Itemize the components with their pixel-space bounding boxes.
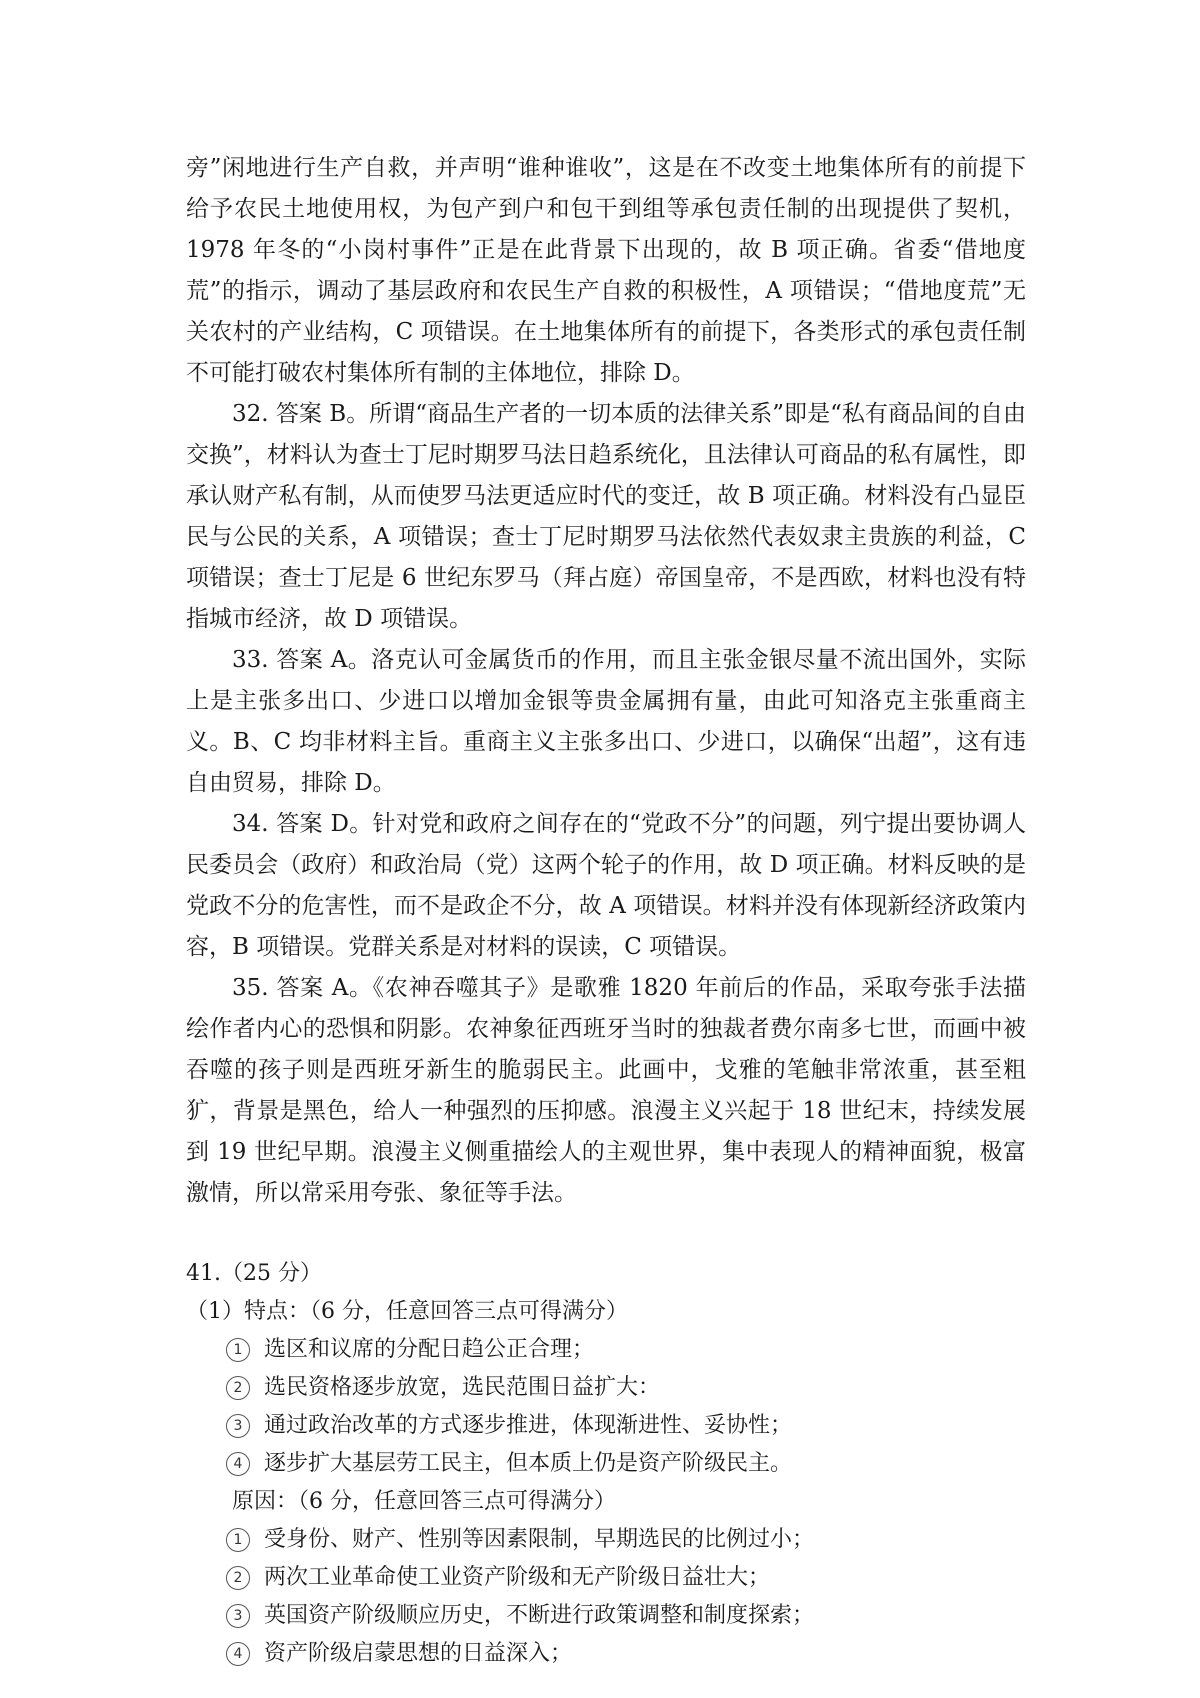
circled-number-icon: 2: [226, 1376, 250, 1400]
answer-content: [186, 148, 1026, 1673]
feature-item: [186, 1407, 1026, 1445]
feature-item: [186, 1331, 1026, 1369]
feature-text: 逐步扩大基层劳工民主，但本质上仍是资产阶级民主。: [264, 1451, 793, 1476]
feature-item: [186, 1445, 1026, 1483]
reason-text: 资产阶级启蒙思想的日益深入；: [264, 1641, 573, 1666]
paragraph-32: 32. 答案 B。所谓“商品生产者的一切本质的法律关系”即是“私有商品间的自由交换”，材料认为查士丁尼时期罗马法日趋系统化，且法律认可商品的私有属性，即承认财产私有制，从而使罗马法更适应时代的变迁，故 B 项正确。材料没有凸显臣民与公民的关系，A 项错误；查士丁尼时期罗马法依然代表奴隶主贵族的利益，C 项错误；查士丁尼是 6 世纪东罗马（拜占庭）帝国皇帝，不是西欧，材料也没有特指城市经济，故 D 项错误。: [186, 401, 1026, 632]
reason-text: 受身份、财产、性别等因素限制，早期选民的比例过小；: [264, 1527, 815, 1552]
reason-item: [186, 1559, 1026, 1597]
feature-text: 选民资格逐步放宽，选民范围日益扩大：: [264, 1375, 661, 1400]
reason-text: 两次工业革命使工业资产阶级和无产阶级日益壮大；: [264, 1565, 771, 1590]
circled-number-icon: 1: [226, 1338, 250, 1362]
circled-number-icon: 2: [226, 1566, 250, 1590]
circled-number-icon: 3: [226, 1414, 250, 1438]
features-heading: （1）特点：（6 分，任意回答三点可得满分）: [186, 1299, 628, 1324]
circled-number-icon: 3: [226, 1604, 250, 1628]
section-gap: [186, 1214, 1026, 1255]
reason-item: [186, 1521, 1026, 1559]
feature-item: [186, 1369, 1026, 1407]
circled-number-icon: 4: [226, 1642, 250, 1666]
reason-text: 英国资产阶级顺应历史，不断进行政策调整和制度探索；: [264, 1603, 815, 1628]
reasons-heading: 原因：（6 分，任意回答三点可得满分）: [232, 1489, 616, 1514]
circled-number-icon: 4: [226, 1452, 250, 1476]
reason-item: [186, 1597, 1026, 1635]
paragraph-35: 35. 答案 A。《农神吞噬其子》是歌雅 1820 年前后的作品，采取夸张手法描绘作者内心的恐惧和阴影。农神象征西班牙当时的独裁者费尔南多七世，而画中被吞噬的孩子则是西班牙新生的脆弱民主。此画中，戈雅的笔触非常浓重，甚至粗犷，背景是黑色，给人一种强烈的压抑感。浪漫主义兴起于 18 世纪末，持续发展到 19 世纪早期。浪漫主义侧重描绘人的主观世界，集中表现人的精神面貌，极富激情，所以常采用夸张、象征等手法。: [186, 975, 1026, 1206]
reason-item: [186, 1635, 1026, 1673]
circled-number-icon: 1: [226, 1528, 250, 1552]
question-41-title: 41.（25 分）: [186, 1261, 322, 1286]
paragraph-31-continued: 旁”闲地进行生产自救，并声明“谁种谁收”，这是在不改变土地集体所有的前提下给予农民土地使用权，为包产到户和包干到组等承包责任制的出现提供了契机，1978 年冬的“小岗村事件”正是在此背景下出现的，故 B 项正确。省委“借地度荒”的指示，调动了基层政府和农民生产自救的积极性，A 项错误；“借地度荒”无关农村的产业结构，C 项错误。在土地集体所有的前提下，各类形式的承包责任制不可能打破农村集体所有制的主体地位，排除 D。: [186, 155, 1026, 386]
feature-text: 选区和议席的分配日趋公正合理；: [264, 1337, 595, 1362]
paragraph-33: 33. 答案 A。洛克认可金属货币的作用，而且主张金银尽量不流出国外，实际上是主张多出口、少进口以增加金银等贵金属拥有量，由此可知洛克主张重商主义。B、C 均非材料主旨。重商主义主张多出口、少进口，以确保“出超”，这有违自由贸易，排除 D。: [186, 647, 1026, 796]
feature-text: 通过政治改革的方式逐步推进，体现渐进性、妥协性；: [264, 1413, 793, 1438]
paragraph-34: 34. 答案 D。针对党和政府之间存在的“党政不分”的问题，列宁提出要协调人民委员会（政府）和政治局（党）这两个轮子的作用，故 D 项正确。材料反映的是党政不分的危害性，而不是政企不分，故 A 项错误。材料并没有体现新经济政策内容，B 项错误。党群关系是对材料的误读，C 项错误。: [186, 811, 1027, 960]
